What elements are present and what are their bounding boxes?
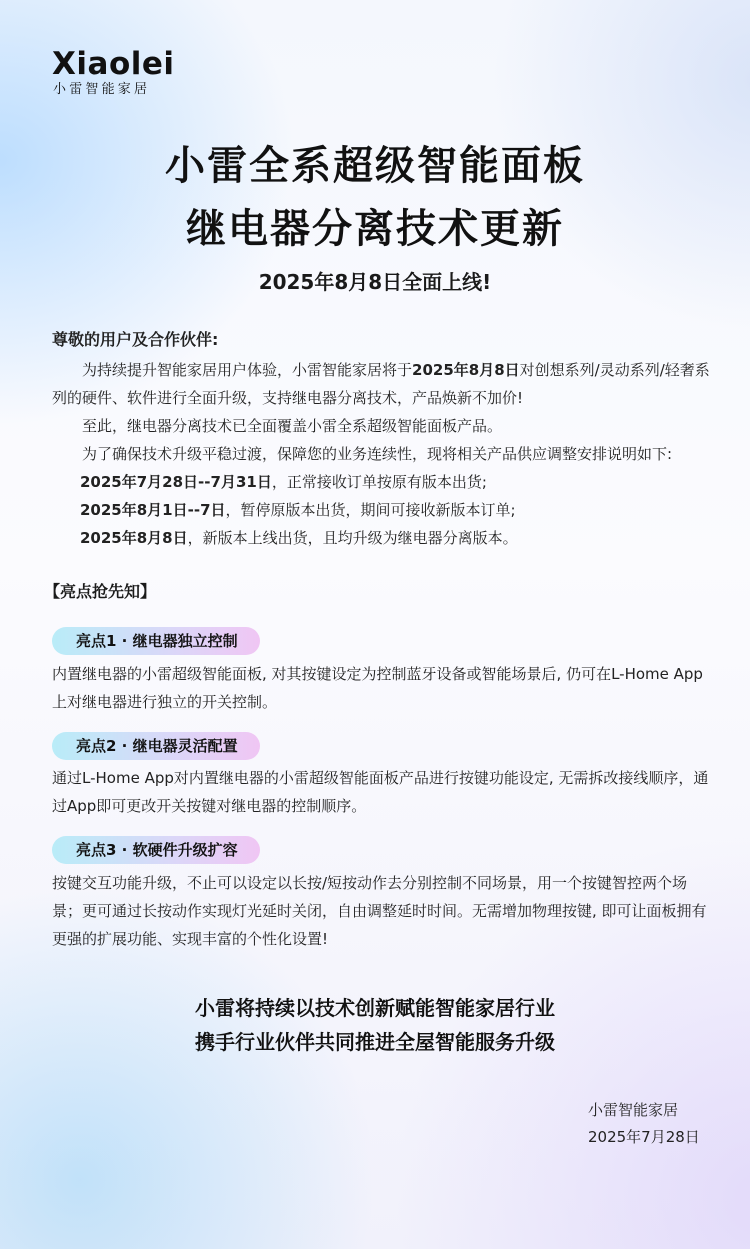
brand-logo: Xiaolei <box>52 46 175 82</box>
announcement-paragraph-2: 至此，继电器分离技术已全面覆盖小雷全系超级智能面板产品。 <box>82 417 503 435</box>
schedule-text: ，新版本上线出货，且均升级为继电器分离版本。 <box>187 529 518 547</box>
launch-date-subtitle: 2025年8月8日全面上线! <box>258 270 492 294</box>
announcement-paragraph-1 <box>52 356 712 412</box>
schedule-item <box>80 496 516 524</box>
highlight-3-badge: 亮点3 · 软硬件升级扩容 <box>52 836 260 864</box>
highlight-3-text: 按键交互功能升级，不止可以设定以长按/短按动作去分别控制不同场景，用一个按键智控两个场景；更可通过长按动作实现灯光延时关闭，自由调整延时时间。无需增加物理按键, 即可让面板拥有更强的扩展功能、实现丰富的个性化设置! <box>52 874 707 948</box>
signature-date: 2025年7月28日 <box>588 1128 700 1146</box>
brand-logo-subtitle: 小雷智能家居 <box>53 82 151 97</box>
schedule-item <box>80 468 487 496</box>
schedule-date: 2025年8月1日--7日 <box>80 501 226 519</box>
schedule-text: ，暂停原版本出货，期间可接收新版本订单; <box>225 501 516 519</box>
page-title-line1: 小雷全系超级智能面板 <box>165 143 585 189</box>
highlight-2-badge: 亮点2 · 继电器灵活配置 <box>52 732 260 760</box>
highlight-2-text: 通过L-Home App对内置继电器的小雷超级智能面板产品进行按键功能设定, 无需拆改接线顺序，通过App即可更改开关按键对继电器的控制顺序。 <box>52 769 709 815</box>
paragraph-1-text-b: 对创想系列/灵动系列/轻奢系列的硬件、软件进行全面升级，支持继电器分离技术，产品焕新不加价! <box>52 361 710 407</box>
page-title-line2: 继电器分离技术更新 <box>186 206 564 252</box>
highlights-section-title: 【亮点抢先知】 <box>44 582 157 601</box>
signature-company: 小雷智能家居 <box>588 1101 679 1119</box>
greeting: 尊敬的用户及合作伙伴: <box>52 330 219 349</box>
highlight-1-text: 内置继电器的小雷超级智能面板, 对其按键设定为控制蓝牙设备或智能场景后, 仍可在L-Home App上对继电器进行独立的开关控制。 <box>52 665 703 711</box>
highlight-1-badge: 亮点1 · 继电器独立控制 <box>52 627 260 655</box>
schedule-date: 2025年8月8日 <box>80 529 188 547</box>
schedule-text: ，正常接收订单按原有版本出货; <box>271 473 487 491</box>
schedule-date: 2025年7月28日--7月31日 <box>80 473 272 491</box>
schedule-item <box>80 524 518 552</box>
closing-line-2: 携手行业伙伴共同推进全屋智能服务升级 <box>195 1030 555 1054</box>
upgrade-date: 2025年8月8日 <box>412 361 520 379</box>
closing-line-1: 小雷将持续以技术创新赋能智能家居行业 <box>195 996 555 1020</box>
paragraph-1-text-a: 为持续提升智能家居用户体验，小雷智能家居将于 <box>82 361 413 379</box>
announcement-paragraph-3: 为了确保技术升级平稳过渡，保障您的业务连续性，现将相关产品供应调整安排说明如下: <box>82 445 673 463</box>
